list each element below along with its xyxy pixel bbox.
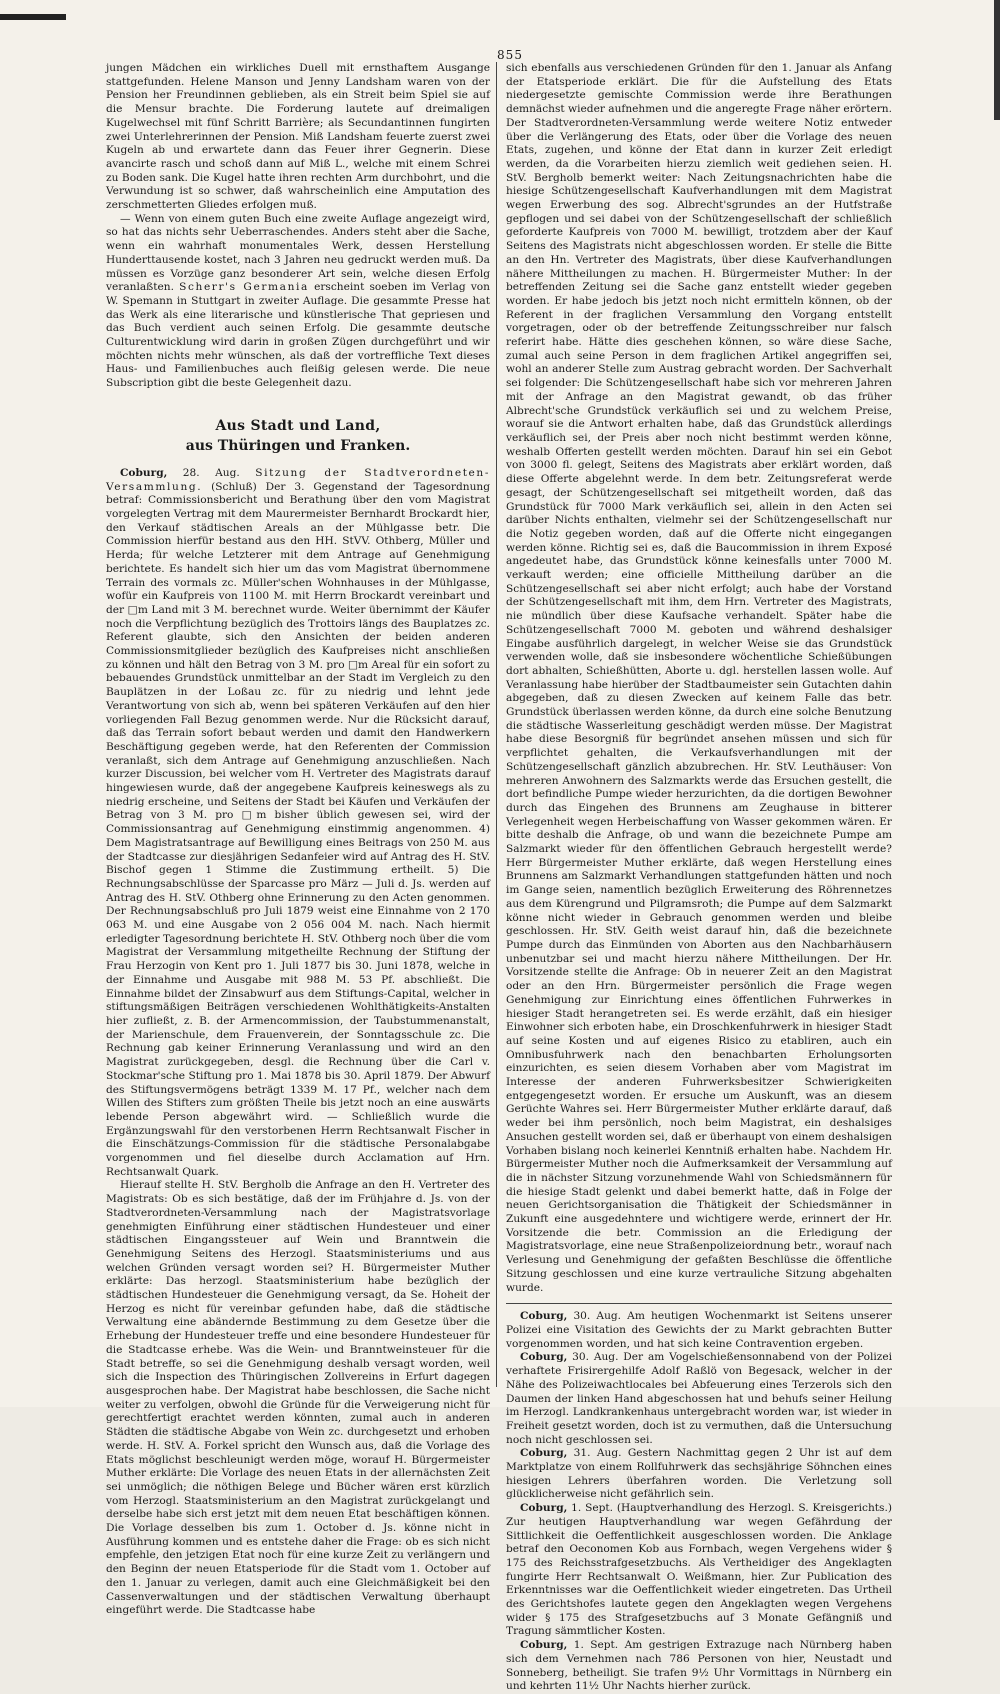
right-column — [506, 62, 892, 1693]
germania-title: Scherr's Germania — [179, 281, 309, 294]
dateline: Coburg, — [520, 1351, 568, 1364]
article-arrest — [506, 1351, 892, 1447]
left-column — [106, 62, 491, 1617]
article-text: 30. Aug. Am heutigen Wochenmarkt ist Seitens unserer Polizei eine Visitation des Gewichts der zu Markt gebrachten Butter vorgenommen worden, und hat sich keine Contravention ergeben. — [506, 1310, 892, 1350]
germania-text-b: erscheint soeben im Verlag von W. Spemann in Stuttgart in zweiter Auflage. Die gesammte Presse hat das Werk als eine literarische und künstlerische That gepriesen und das Buch verdient auch seinen Erfolg. Die gesammte deutsche Culturentwicklung wird darin in großen Zügen durchgeführt und wir möchten nichts mehr wünschen, als daß der vortreffliche Text dieses Haus- und Familienbuches auch fleißig gelesen werde. Die neue Subscription gibt die beste Gelegenheit dazu. — [106, 281, 491, 390]
section-subheading: aus Thüringen und Franken. — [185, 437, 411, 454]
council-body: (Schluß) Der 3. Gegenstand der Tagesordnung betraf: Commissionsbericht und Berathung über den vom Magistrat vorgelegten Vertrag mit dem Maurermeister Bernhardt Brockardt hier, den Verkauf städtischen Areals an der Mühlgasse betr. Die Commission hierfür bestand aus den HH. StVV. Othberg, Müller und Herda; für welche Letzterer mit dem Antrage auf Genehmigung berichtete. Es handelt sich hier um das vom Magistrat übernommene Terrain des vormals zc. Müller'schen Wohnhauses in der Mühlgasse, wofür ein Kaufpreis von 1100 M. mit Herrn Brockardt vereinbart und der □m Land mit 3 M. berechnet wurde. Weiter übernimmt der Käufer noch die Verpflichtung bezüglich des Trottoirs längs des Bauplatzes zc. Referent glaubte, sich den Ansichten der beiden anderen Commissionsmitglieder bezüglich des Kaufpreises nicht anschließen zu können und hält den Betrag von 3 M. pro □m Areal für ein sofort zu bebauendes Grundstück unmittelbar an der Stadt im Vergleich zu den Bauplätzen in der Loßau zc. für zu niedrig und lehnt jede Verantwortung von sich ab, wenn bei späteren Verkäufen auf den hier vorliegenden Fall Bezug genommen werde. Nur die Rücksicht darauf, daß das Terrain sofort bebaut werden und damit den Handwerkern Beschäftigung gegeben werde, hat den Referenten der Commission veranlaßt, sich dem Antrage auf Genehmigung anzuschließen. Nach kurzer Discussion, bei welcher vom H. Vertreter des Magistrats darauf hingewiesen wurde, daß der angegebene Kaufpreis keineswegs als zu niedrig erscheine, und Seitens der Stadt bei Käufen und Verkäufen der Betrag von 3 M. pro □m bisher üblich gewesen sei, wird der Commissionsantrag auf Genehmigung einstimmig angenommen. 4) Dem Magistratsantrage auf Bewilligung eines Beitrags von 250 M. aus der Stadtcasse zur diesjährigen Sedanfeier wird auf Antrag des H. StV. Bischof gegen 1 Stimme die Zustimmung ertheilt. 5) Die Rechnungsabschlüsse der Sparcasse pro März — Juli d. Js. werden auf Antrag des H. StV. Othberg ohne Erinnerung zu den Acten genommen. Der Rechnungsabschluß pro Juli 1879 weist eine Einnahme von 2 170 063 M. und eine Ausgabe von 2 056 004 M. nach. Nach hiermit erledigter Tagesordnung berichtete H. StV. Othberg noch über die vom Magistrat der Versammlung mitgetheilte Rechnung der Stiftung der Frau Herzogin von Kent pro 1. Juli 1877 bis 30. Juni 1878, welche in der Einnahme und Ausgabe mit 988 M. 53 Pf. abschließt. Die Einnahme bildet der Zinsabwurf aus dem Stiftungs-Capital, welcher in stiftungsmäßigen Beiträgen verschiedenen Wohlthätigkeits-Anstalten hier zufließt, z. B. der Armencommission, der Taubstummenanstalt, der Marienschule, dem Frauenverein, der Sonntagsschule zc. Die Rechnung gab keiner Erinnerung Veranlassung und wird an den Magistrat zurückgegeben, desgl. die Rechnung über die Carl v. Stockmar'sche Stiftung pro 1. Mai 1878 bis 30. April 1879. Der Abwurf des Stiftungsvermögens beträgt 1339 M. 17 Pf., welcher nach dem Willen des Stifters zum größten Theile bis jetzt noch an eine auswärts lebende Person abgewährt wird. — Schließlich wurde die Ergänzungswahl für den verstorbenen Herrn Rechtsanwalt Fischer in die Einschätzungs-Commission für die städtische Personalabgabe vorgenommen und fiel dieselbe durch Acclamation auf Hrn. Rechtsanwalt Quark. — [106, 480, 491, 1178]
germania-text-a: — Wenn von einem guten Buch eine zweite Auflage angezeigt wird, so hat das nichts sehr Ueberraschendes. Anders steht aber die Sache, wenn ein wahrhaft monumentales Werk, dessen Herstellung Hunderttausende kostet, nach 3 Jahren neu gedruckt werden muß. Da müssen es Vorzüge ganz besonderer Art sein, welche diesen Erfolg veranlaßten. — [106, 212, 490, 294]
column-divider — [496, 62, 497, 1387]
article-text: 1. Sept. Am gestrigen Extrazuge nach Nürnberg haben sich dem Vernehmen nach 786 Personen von hier, Neustadt und Sonneberg, betheiligt. Sie trafen 9½ Uhr Vormittags in Nürnberg ein und kehrten 11½ Uhr Nachts hierher zurück. — [506, 1639, 892, 1693]
article-excursion — [506, 1639, 892, 1694]
crop-mark — [0, 14, 66, 20]
article-city-council — [106, 467, 490, 1180]
dateline: Coburg, — [520, 1447, 568, 1460]
article-text: 31. Aug. Gestern Nachmittag gegen 2 Uhr ist auf dem Marktplatze von einem Rollfuhrwerk das sechsjährige Söhnchen eines hiesigen Lehrers überfahren worden. Die Verletzung soll glücklicherweise nicht gefährlich sein. — [506, 1447, 892, 1501]
dateline: Coburg, — [120, 466, 168, 479]
article-germania — [106, 213, 490, 391]
council-title: Sitzung der Stadtverordneten-Versammlung. — [106, 466, 491, 493]
dateline: Coburg, — [520, 1310, 568, 1323]
dateline: Coburg, — [520, 1639, 568, 1652]
article-duel: jungen Mädchen ein wirkliches Duell mit ernsthaftem Ausgange stattgefunden. Helene Manson und Jenny Landsham waren von der Pension her Freundinnen geblieben, als ein Streit beim Spiel sie auf die Mensur brachte. Die Forderung lautete auf dreimaligen Kugelwechsel mit fünf Schritt Barrière; als Secundantinnen fungirten zwei Unterlehrerinnen der Pension. Miß Landsham feuerte zuerst zwei Kugeln ab und erwartete dann das Feuer ihrer Gegnerin. Diese avancirte rasch und schoß dann auf Miß L., welche mit einem Schrei zu Boden sank. Die Kugel hatte ihren rechten Arm durchbohrt, und die Verwundung ist so schwer, daß wahrscheinlich eine Amputation des zerschmetterten Gliedes erfolgen muß. — [106, 62, 490, 212]
article-text: 30. Aug. Der am Vogelschießensonnabend von der Polizei verhaftete Frisirergehilfe Adolf Raßlö von Begesack, welcher in der Nähe des Polizeiwachtlocales bei Abfeuerung eines Terzerols sich den Daumen der linken Hand abgeschossen hat und behufs seiner Heilung im Herzogl. Landkrankenhaus untergebracht worden war, ist wieder in Freiheit gesetzt worden, doch ist zu vermuthen, daß die Untersuchung noch nicht geschlossen sei. — [506, 1351, 892, 1446]
article-council-inquiry: Hierauf stellte H. StV. Bergholb die Anfrage an den H. Vertreter des Magistrats: Ob es sich bestätige, daß der im Frühjahre d. Js. von der Stadtverordneten-Versammlung nach der Magistratsvorlage genehmigten Einführung einer städtischen Hundesteuer und einer städtischen Eingangssteuer auf Wein und Branntwein die Genehmigung Seitens des Herzogl. Staatsministeriums und aus welchen Gründen versagt worden sei? H. Bürgermeister Muther erklärte: Das herzogl. Staatsministerium habe bezüglich der städtischen Hundesteuer die Genehmigung versagt, da Se. Hoheit der Herzog es nicht für vereinbar gefunden habe, daß die städtische Verwaltung eine abändernde Bestimmung zu dem Gesetze über die Erhebung der Hundesteuer treffe und eine besondere Hundesteuer für die Stadtcasse erhebe. Was die Wein- und Branntweinsteuer für die Stadt betreffe, so sei die Genehmigung deshalb versagt worden, weil sich die Inspection des Thüringischen Zollvereins in Erfurt dagegen ausgesprochen habe. Der Magistrat habe beschlossen, die Sache nicht weiter zu verfolgen, obwohl die Gründe für die Verweigerung nicht für gerechtfertigt erachtet werden könnten, zumal auch in anderen Städten die städtische Abgabe von Wein zc. durchgesetzt und erhoben werde. H. StV. A. Forkel spricht den Wunsch aus, daß die Vorlage des Etats möglichst beschleunigt werden möge, worauf H. Bürgermeister Muther erklärte: Die Vorlage des neuen Etats in der allernächsten Zeit sei unmöglich; die nöthigen Belege und Bücher wären erst kürzlich vom Herzogl. Staatsministerium an den Magistrat zurückgelangt und derselbe habe sich erst jetzt mit dem neuen Etat beschäftigen können. Die Vorlage desselben bis zum 1. October d. Js. könne nicht in Ausführung kommen und es entstehe daher die Frage: ob es sich nicht empfehle, den jetzigen Etat noch für eine kurze Zeit zu verlängern und den Beginn der neuen Etatsperiode für die Stadt vom 1. October auf den 1. Januar zu verlegen, damit auch eine Gleichmäßigkeit bei den Cassenverwaltungen und der städtischen Verwaltung überhaupt eingeführt werde. Die Stadtcasse habe — [106, 1179, 490, 1617]
council-date: 28. Aug. — [182, 466, 240, 479]
section-heading: Aus Stadt und Land, — [215, 417, 381, 434]
article-separator — [506, 1303, 892, 1304]
article-council-continued: sich ebenfalls aus verschiedenen Gründen für den 1. Januar als Anfang der Etatsperiode erklärt. Die für die Aufstellung des Etats niedergesetzte gemischte Commission werde ihre Berathungen demnächst wieder aufnehmen und die angeregte Frage näher erörtern. Der Stadtverordneten-Versammlung werde weitere Notiz entweder über die Verlängerung des Etats, oder über die Vorlage des neuen Etats, zugehen, und könne der Etat dann in kurzer Zeit erledigt werden, da die Vorarbeiten hierzu ziemlich weit gediehen seien. H. StV. Bergholb bemerkt weiter: Nach Zeitungsnachrichten habe die hiesige Schützengesellschaft Kaufverhandlungen mit dem Magistrat wegen Erwerbung des sog. Albrecht'sgrundes an der Hutfstraße gepflogen und sei dabei von der Schützengesellschaft der schließlich geforderte Kaufpreis von 7000 M. bewilligt, trotzdem aber der Kauf Seitens des Magistrats nicht abgeschlossen worden. Er stelle die Bitte an den Hn. Vertreter des Magistrats, über diese Kaufverhandlungen nähere Mittheilungen zu machen. H. Bürgermeister Muther: In der betreffenden Zeitung sei die Sache ganz entstellt wieder gegeben worden. Er habe jedoch bis jetzt noch nicht ermitteln können, ob der Referent in der fraglichen Versammlung den Vorgang entstellt vorgetragen, oder ob der betreffende Zeitungsschreiber nur falsch referirt habe. Hätte dies geschehen können, so wäre diese Sache, zumal auch seine Person in dem fraglichen Artikel angegriffen sei, wohl an anderer Stelle zum Austrag gebracht worden. Der Sachverhalt sei folgender: Die Schützengesellschaft habe sich vor mehreren Jahren mit der Anfrage an den Magistrat gewandt, ob das früher Albrecht'sche Grundstück verkäuflich sei und zu welchem Preise, worauf sie die Antwort erhalten habe, daß das Grundstück allerdings verkäuflich sei, der Preis aber noch nicht bestimmt werden könne, weshalb Offerten gestellt werden möchten. Darauf hin sei ein Gebot von 3000 fl. gelegt, Seitens des Magistrats aber erklärt worden, daß diese Offerte abgelehnt werde. In dem betr. Zeitungsreferat werde gesagt, der Schützengesellschaft sei mitgetheilt worden, daß das Grundstück für 7000 Mark verkäuflich sei, allein in den Acten sei darüber Nichts enthalten, vielmehr sei der Schützengesellschaft nur die Notiz gegeben worden, daß auf die Offerte nicht eingegangen werden könne. Richtig sei es, daß die Baucommission in ihrem Exposé angedeutet habe, das Grundstück könne keinesfalls unter 7000 M. verkauft werden; eine officielle Mittheilung darüber an die Schützengesellschaft sei aber nicht erfolgt; auch habe der Vorstand der Schützengesellschaft mit ihm, dem Hrn. Vertreter des Magistrats, nie mündlich über diese Kaufsache verhandelt. Später habe die Schützengesellschaft 7000 M. geboten und während deshalsiger Eingabe ausführlich dargelegt, in welcher Weise sie das Grundstück verwenden wolle, daß sie insbesondere wöchentliche Schießübungen dort abhalten, Schießhütten, Aborte u. dgl. herstellen lassen wolle. Auf Veranlassung habe hierüber der Stadtbaumeister sein Gutachten dahin abgegeben, daß zu diesen Zwecken auf keinem Falle das betr. Grundstück überlassen werden könne, da durch eine solche Benutzung die städtische Wasserleitung geschädigt werden müsse. Der Magistrat habe diese Besorgniß für begründet ansehen müssen und sich für verpflichtet gehalten, die Verkaufsverhandlungen mit der Schützengesellschaft gänzlich abzubrechen. Hr. StV. Leuthäuser: Von mehreren Anwohnern des Salzmarkts werde das Ersuchen gestellt, die dort befindliche Pumpe wieder herzurichten, da die dortigen Bewohner durch das Eingehen des Brunnens am Zeughause in bitterer Verlegenheit wegen Herbeischaffung von Wasser gekommen wären. Er bitte deshalb die Anfrage, ob und wann die bezeichnete Pumpe am Salzmarkt wieder für den öffentlichen Gebrauch hergestellt werde? Herr Bürgermeister Muther erklärte, daß wegen Herstellung eines Brunnens am Salzmarkt Verhandlungen stattgefunden hätten und noch im Gange seien, namentlich bezüglich Erweiterung des Röhrennetzes aus dem Kürengrund und Pilgramsroth; die Pumpe auf dem Salzmarkt könne nicht wieder in Gebrauch genommen werden und bleibe geschlossen. Hr. StV. Geith weist darauf hin, daß die bezeichnete Pumpe durch das Einmünden von Aborten aus den Nachbarhäusern unbenutzbar sei und macht hierzu nähere Mittheilungen. Der Hr. Vorsitzende stellte die Anfrage: Ob in neuerer Zeit an den Magistrat oder an den Hrn. Bürgermeister persönlich die Frage wegen Genehmigung zur Einrichtung eines öffentlichen Fuhrwerkes in hiesiger Stadt herangetreten sei. Es werde erzählt, daß ein hiesiger Einwohner sich erboten habe, ein Droschkenfuhrwerk in hiesiger Stadt auf seine Kosten und auf eigenes Risico zu etabliren, auch ein Omnibusfuhrwerk nach den benachbarten Erholungsorten einzurichten, es seien diesem Vorhaben aber vom Magistrat im Interesse der anderen Fuhrwerksbesitzer Schwierigkeiten entgegengesetzt worden. Er ersuche um Auskunft, was an diesem Gerüchte Wahres sei. Herr Bürgermeister Muther erklärte darauf, daß weder bei ihm persönlich, noch beim Magistrat, ein deshalsiges Ansuchen gestellt worden sei, daß er überhaupt von einem deshalsigen Vorhaben bislang noch keinerlei Kenntniß erhalten habe. Nachdem Hr. Bürgermeister Muther noch die Aufmerksamkeit der Versammlung auf die in nächster Sitzung vorzunehmende Wahl von Schiedsmännern für die hiesige Stadt gelenkt und dabei bemerkt hatte, daß in Folge der neuen Gerichtsorganisation die Thätigkeit der Schiedsmänner in Zukunft eine ausgedehntere und wichtigere werde, erinnert der Hr. Vorsitzende die betr. Commission an die Erledigung der Magistratsvorlage, eine neue Straßenpolizeiordnung betr., worauf nach Verlesung und Genehmigung der gefaßten Beschlüsse die öffentliche Sitzung geschlossen und eine kurze vertrauliche Sitzung abgehalten wurde. — [506, 62, 892, 1294]
page-number: 855 — [497, 48, 523, 62]
scan-edge-mark — [994, 0, 1000, 120]
article-court — [506, 1502, 892, 1639]
dateline: Coburg, — [520, 1502, 568, 1515]
article-accident — [506, 1447, 892, 1502]
article-market — [506, 1310, 892, 1351]
article-text: 1. Sept. (Hauptverhandlung des Herzogl. S. Kreisgerichts.) Zur heutigen Hauptverhandlung war wegen Gefährdung der Sittlichkeit die Oeffentlichkeit ausgeschlossen worden. Die Anklage betraf den Oeconomen Kob aus Fornbach, wegen Vergehens wider § 175 des Reichsstrafgesetzbuchs. Als Vertheidiger des Angeklagten fungirte Herr Rechtsanwalt O. Weißmann, hier. Zur Publication des Erkenntnisses war die Oeffentlichkeit wieder eingetreten. Das Urtheil des Gerichtshofes lautete gegen den Angeklagten wegen Vergehens wider § 175 des Strafgesetzbuchs auf 3 Monate Gefängniß und Tragung sämmtlicher Kosten. — [506, 1502, 892, 1638]
